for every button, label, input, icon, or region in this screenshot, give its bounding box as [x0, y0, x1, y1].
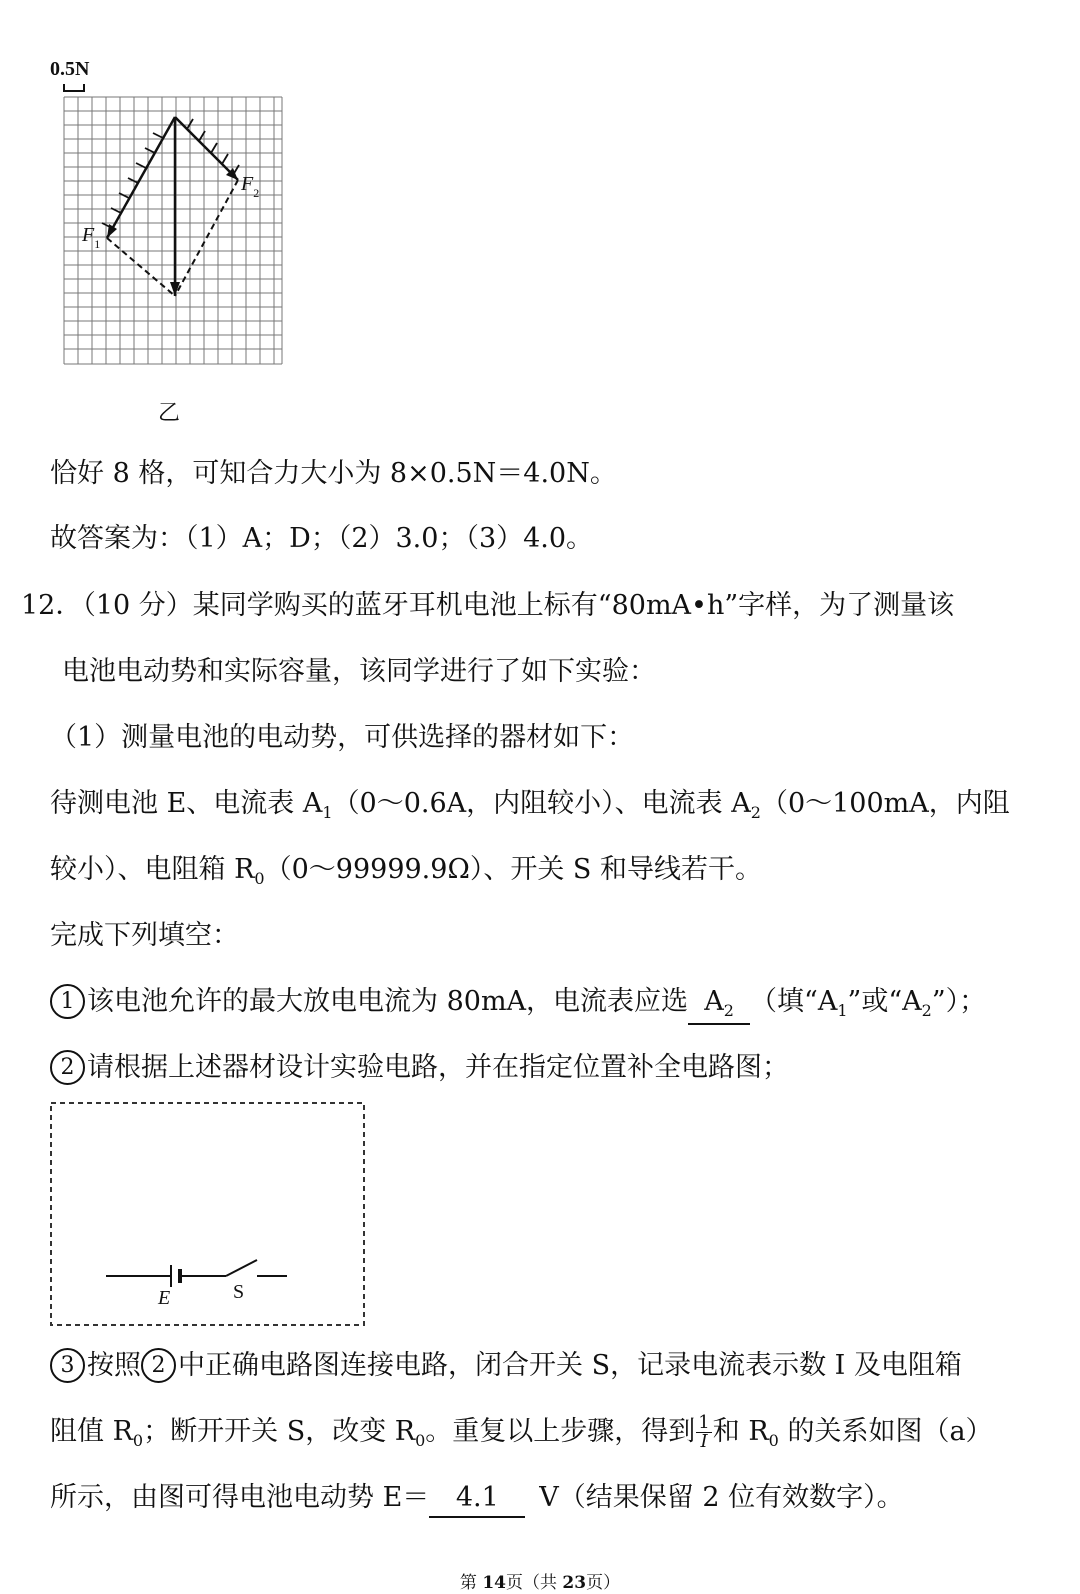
circuit-diagram	[0, 1095, 380, 1335]
step-1: 1 该电池允许的最大放电电流为 80mA，电流表应选 $A_2$ （填“$A_1$”或“$A_2$”）；	[50, 984, 986, 1025]
step-1-marker: 1	[50, 984, 85, 1019]
scale-bracket	[64, 84, 84, 91]
one-over-i-fraction: $\frac{1}{I}$	[698, 1412, 710, 1452]
figure-caption: 乙	[158, 401, 181, 426]
fill-in-heading: 完成下列填空：	[50, 920, 239, 951]
equipment-line-1: 待测电池 E、电流表 $A_1(0\sim 0.6A$，内阻较小）、电流表 $A_2(0\sim 100mA$，内阻	[50, 788, 1010, 822]
dashed-box	[51, 1103, 364, 1325]
grid	[64, 97, 282, 364]
switch-label: S	[233, 1281, 245, 1303]
question-12-line-1: 12．（10 分）某同学购买的蓝牙耳机电池上标有“80mA•h”字样，为了测量该	[21, 590, 955, 621]
battery-label: E	[158, 1287, 171, 1309]
step-2-marker: 2	[50, 1050, 85, 1085]
step-2-reference: 2	[141, 1348, 176, 1383]
part-1-heading: （1）测量电池的电动势，可供选择的器材如下：	[50, 722, 635, 753]
switch-blade	[226, 1260, 257, 1276]
step-3-line-3: 所示，由图可得电池电动势 E＝ 4.1 V（结果保留 2 位有效数字）。	[50, 1480, 904, 1518]
question-12-line-2: 电池电动势和实际容量，该同学进行了如下实验：	[62, 656, 656, 687]
solution-line-1: 恰好 8 格，可知合力大小为 8×0.5N＝4.0N。	[50, 458, 617, 489]
step-3-line-2: 阻值 $R_0$；断开开关 S，改变 $R_0$。重复以上步骤，得到 $\frac{1}{I}$ 和 $R_0$ 的关系如图（a）	[50, 1412, 993, 1452]
f1-label: $F_1$	[82, 224, 101, 251]
dashed-line-1	[107, 238, 175, 296]
equipment-line-2: 较小）、电阻箱 $R_0(0\sim 99999.9\Omega)$、开关 S 和导线若干。	[50, 854, 762, 888]
answer-blank-emf: 4.1	[429, 1480, 525, 1518]
f2-vector	[175, 117, 238, 180]
force-diagram	[0, 0, 320, 440]
scale-label: 0.5N	[50, 58, 90, 80]
page-footer: 第 14页（共 23页）	[459, 1573, 621, 1593]
solution-line-2: 故答案为：（1）A；D；（2）3.0；（3）4.0。	[50, 523, 594, 554]
step-3-marker: 3	[50, 1348, 85, 1383]
f1-vector	[107, 117, 175, 238]
step-3-line-1: 3 按照 2 中正确电路图连接电路，闭合开关 S，记录电流表示数 I 及电阻箱	[50, 1348, 962, 1384]
answer-blank-ammeter: $A_2$	[688, 984, 750, 1025]
f2-label: $F_2$	[241, 173, 260, 200]
step-2: 2 请根据上述器材设计实验电路，并在指定位置补全电路图；	[50, 1050, 789, 1086]
